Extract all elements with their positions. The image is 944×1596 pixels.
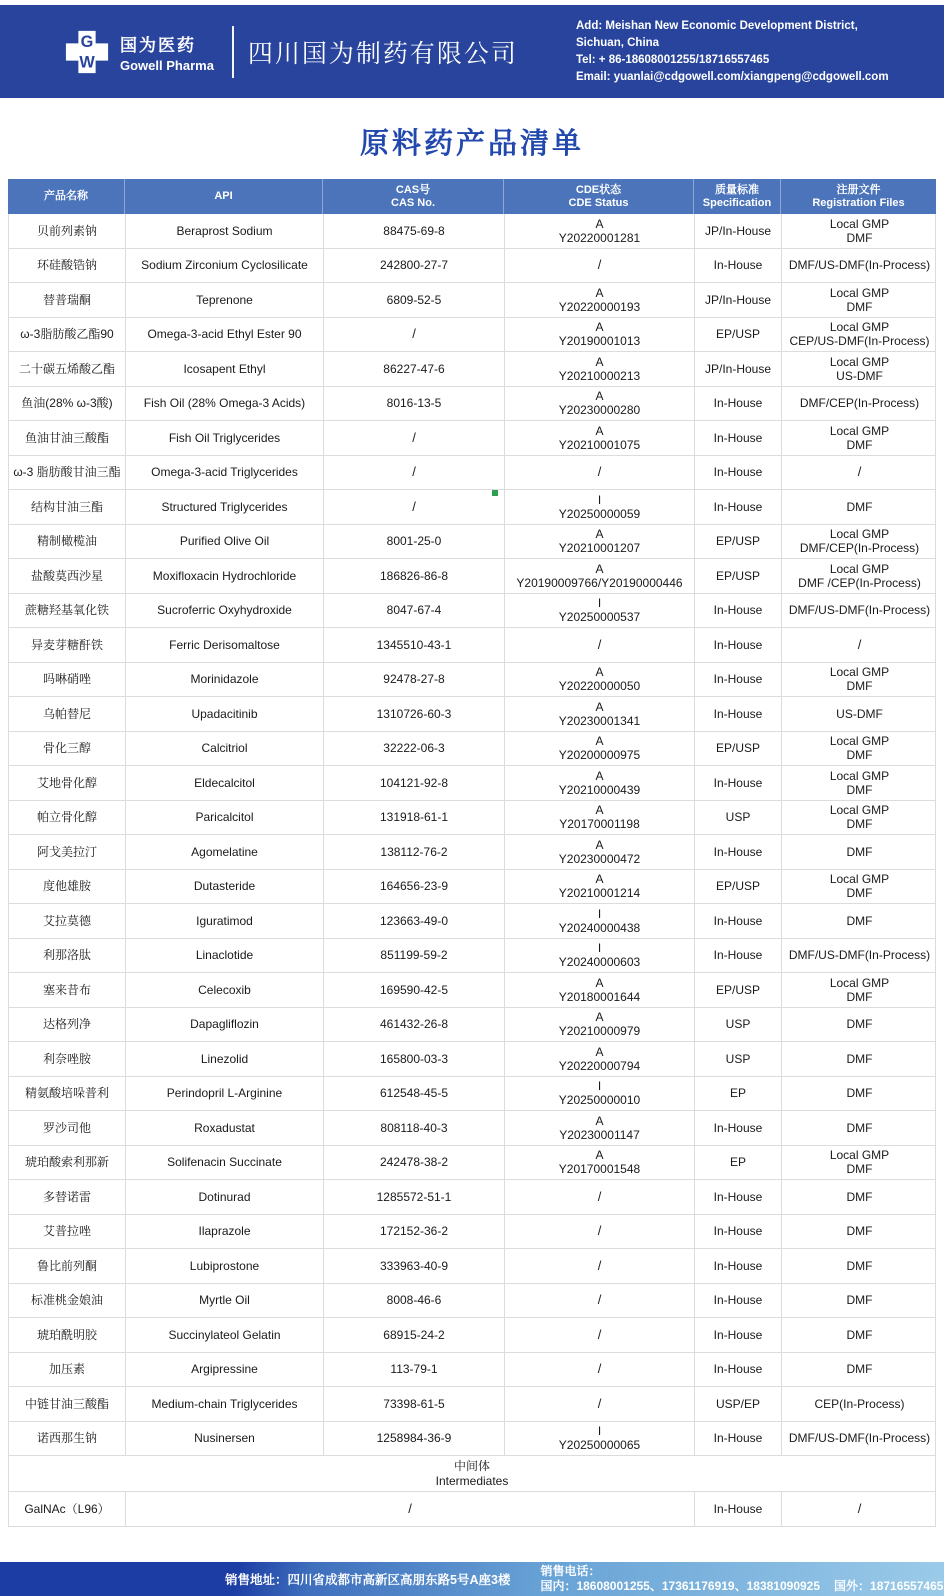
cell-specification: In-House <box>695 1284 782 1318</box>
cell-api: Structured Triglycerides <box>126 490 324 524</box>
table-row <box>9 1387 935 1422</box>
cell-product-name: 度他雄胺 <box>9 870 126 904</box>
table-row <box>9 559 935 594</box>
cell-registration-files: Local GMP DMF <box>829 1148 890 1177</box>
cell-cde-status: / <box>505 1249 695 1283</box>
table-row <box>9 214 935 249</box>
footer-phones <box>540 1564 943 1594</box>
cell-registration-files: Local GMP CEP/US-DMF(In-Process) <box>789 320 930 349</box>
cell-cas: 104121-92-8 <box>324 766 505 800</box>
cell-product-name: 鲁比前列酮 <box>9 1249 126 1283</box>
contact-block <box>576 18 906 86</box>
cell-specification: EP <box>695 1077 782 1111</box>
cell-cde-status: A Y20220001281 <box>505 214 695 248</box>
cell-specification: EP <box>695 1146 782 1180</box>
svg-text:G: G <box>80 32 94 51</box>
cell-specification: In-House <box>695 1215 782 1249</box>
cell-cas: 461432-26-8 <box>324 1008 505 1042</box>
cell-product-name: 加压素 <box>9 1353 126 1387</box>
cell-product-name: 艾地骨化醇 <box>9 766 126 800</box>
cell-cas: 242478-38-2 <box>324 1146 505 1180</box>
cell-product-name: 骨化三醇 <box>9 732 126 766</box>
gowell-logo-icon <box>64 29 110 75</box>
cell-specification: In-House <box>695 1422 782 1456</box>
cell-cde-status: A Y20230001147 <box>505 1111 695 1145</box>
cell-product-name: 多替诺雷 <box>9 1180 126 1214</box>
cell-cde-status: / <box>505 456 695 490</box>
cell-cas: 186826-86-8 <box>324 559 505 593</box>
brand-block <box>64 26 518 78</box>
cell-api: Nusinersen <box>126 1422 324 1456</box>
cell-api: Dapagliflozin <box>126 1008 324 1042</box>
cell-api: Calcitriol <box>126 732 324 766</box>
cell-registration-files: Local GMP DMF <box>829 975 890 1004</box>
cell-cas: 138112-76-2 <box>324 835 505 869</box>
cell-specification: In-House <box>695 1180 782 1214</box>
cell-cas: 1310726-60-3 <box>324 697 505 731</box>
cell-specification: In-House <box>695 1353 782 1387</box>
table-row <box>9 1492 935 1527</box>
table-row <box>9 835 935 870</box>
cell-registration-files: DMF <box>846 1258 873 1273</box>
section-intermediates: 中间体 Intermediates <box>9 1456 935 1492</box>
cell-cde-status: / <box>505 249 695 283</box>
cell-cde-status: A Y20220000193 <box>505 283 695 317</box>
cell-cde-status: A Y20210000213 <box>505 352 695 386</box>
cell-registration-files: DMF <box>846 1224 873 1239</box>
cell-api: Argipressine <box>126 1353 324 1387</box>
cell-registration-files: Local GMP DMF <box>829 803 890 832</box>
cell-api: Sucroferric Oxyhydroxide <box>126 594 324 628</box>
cell-cde-status: A Y20230000472 <box>505 835 695 869</box>
cell-cde-status: A Y20170001548 <box>505 1146 695 1180</box>
cell-cas: 131918-61-1 <box>324 801 505 835</box>
cell-product-name: 鱼油(28% ω-3酸) <box>9 387 126 421</box>
table-row <box>9 1284 935 1319</box>
table-row <box>9 352 935 387</box>
cell-registration-files: Local GMP DMF <box>829 872 890 901</box>
table-row <box>9 904 935 939</box>
cell-merged: / <box>126 1492 695 1526</box>
cell-product-name: 利奈唑胺 <box>9 1042 126 1076</box>
cell-api: Omega-3-acid Ethyl Ester 90 <box>126 318 324 352</box>
cell-api: Fish Oil (28% Omega-3 Acids) <box>126 387 324 421</box>
cell-cas: 169590-42-5 <box>324 973 505 1007</box>
cell-api: Purified Olive Oil <box>126 525 324 559</box>
cell-specification: In-House <box>695 456 782 490</box>
cell-specification: In-House <box>695 249 782 283</box>
cell-api: Lubiprostone <box>126 1249 324 1283</box>
table-row <box>9 766 935 801</box>
cell-cas: / <box>324 421 505 455</box>
cell-cas: 8016-13-5 <box>324 387 505 421</box>
column-header: CDE状态 CDE Status <box>504 179 694 214</box>
cell-product-name: 精制橄榄油 <box>9 525 126 559</box>
cell-api: Succinylateol Gelatin <box>126 1318 324 1352</box>
cell-cas: 1258984-36-9 <box>324 1422 505 1456</box>
cell-registration-files: / <box>857 1501 862 1516</box>
table-row <box>9 1249 935 1284</box>
cell-product-name: 二十碳五烯酸乙酯 <box>9 352 126 386</box>
cell-api: Perindopril L-Arginine <box>126 1077 324 1111</box>
cell-cde-status: A Y20230000280 <box>505 387 695 421</box>
cell-product-name: 阿戈美拉汀 <box>9 835 126 869</box>
table-row <box>9 594 935 629</box>
cell-specification: In-House <box>695 697 782 731</box>
column-header: 产品名称 <box>8 179 125 214</box>
table-row <box>9 1077 935 1112</box>
cell-cde-status: A Y20220000794 <box>505 1042 695 1076</box>
cell-registration-files: DMF/CEP(In-Process) <box>799 396 920 411</box>
cell-registration-files: DMF <box>846 1293 873 1308</box>
cell-registration-files: Local GMP DMF /CEP(In-Process) <box>798 561 921 590</box>
cell-cas: 1285572-51-1 <box>324 1180 505 1214</box>
cell-registration-files: CEP(In-Process) <box>814 1396 905 1411</box>
cell-product-name: 琥珀酸索利那新 <box>9 1146 126 1180</box>
cell-specification: EP/USP <box>695 318 782 352</box>
cell-registration-files: Local GMP DMF/CEP(In-Process) <box>799 527 920 556</box>
cell-specification: USP <box>695 1042 782 1076</box>
cell-product-name: 利那洛肽 <box>9 939 126 973</box>
green-marker-artifact <box>492 490 498 496</box>
cell-specification: EP/USP <box>695 559 782 593</box>
cell-api: Medium-chain Triglycerides <box>126 1387 324 1421</box>
contact-tel: Tel: + 86-18608001255/18716557465 <box>576 53 770 66</box>
cell-api: Iguratimod <box>126 904 324 938</box>
cell-product-name: 鱼油甘油三酸酯 <box>9 421 126 455</box>
table-header-row <box>8 179 936 214</box>
table-row <box>9 973 935 1008</box>
cell-api: Icosapent Ethyl <box>126 352 324 386</box>
footer-bar <box>0 1562 944 1596</box>
cell-specification: In-House <box>695 835 782 869</box>
cell-cas: 92478-27-8 <box>324 663 505 697</box>
cell-cas: 8001-25-0 <box>324 525 505 559</box>
footer-phone-domestic: 国内：18608001255、17361176919、18381090925 <box>540 1579 821 1593</box>
cell-specification: JP/In-House <box>695 283 782 317</box>
cell-api: Celecoxib <box>126 973 324 1007</box>
cell-cas: 612548-45-5 <box>324 1077 505 1111</box>
company-name-cn: 四川国为制药有限公司 <box>247 39 518 68</box>
cell-cde-status: I Y20250000010 <box>505 1077 695 1111</box>
cell-cas: 808118-40-3 <box>324 1111 505 1145</box>
cell-specification: In-House <box>695 904 782 938</box>
cell-cde-status: A Y20210001075 <box>505 421 695 455</box>
cell-api: Linaclotide <box>126 939 324 973</box>
cell-product-name: 蔗糖羟基氧化铁 <box>9 594 126 628</box>
cell-product-name: ω-3脂肪酸乙酯90 <box>9 318 126 352</box>
cell-api: Sodium Zirconium Cyclosilicate <box>126 249 324 283</box>
banner-divider <box>232 26 234 78</box>
cell-registration-files: US-DMF <box>836 706 883 721</box>
cell-cde-status: A Y20210000979 <box>505 1008 695 1042</box>
cell-product-name: 吗啉硝唑 <box>9 663 126 697</box>
cell-product-name: 罗沙司他 <box>9 1111 126 1145</box>
table-row <box>9 249 935 284</box>
cell-product-name: 帕立骨化醇 <box>9 801 126 835</box>
cell-cas: 88475-69-8 <box>324 214 505 248</box>
cell-cas: 73398-61-5 <box>324 1387 505 1421</box>
column-header: 质量标准 Specification <box>694 179 781 214</box>
cell-registration-files: Local GMP DMF <box>829 423 890 452</box>
cell-registration-files: DMF <box>846 1017 873 1032</box>
cell-api: Agomelatine <box>126 835 324 869</box>
cell-registration-files: DMF <box>846 1086 873 1101</box>
cell-cas: 1345510-43-1 <box>324 628 505 662</box>
table-row <box>9 1146 935 1181</box>
cell-api: Paricalcitol <box>126 801 324 835</box>
cell-api: Morinidazole <box>126 663 324 697</box>
cell-cas: 113-79-1 <box>324 1353 505 1387</box>
cell-specification: In-House <box>695 1249 782 1283</box>
cell-registration-files: Local GMP DMF <box>829 665 890 694</box>
cell-cde-status: A Y20220000050 <box>505 663 695 697</box>
cell-cde-status: A Y20210001207 <box>505 525 695 559</box>
cell-cde-status: / <box>505 1215 695 1249</box>
cell-specification: USP <box>695 1008 782 1042</box>
cell-specification: EP/USP <box>695 973 782 1007</box>
cell-cas: 165800-03-3 <box>324 1042 505 1076</box>
contact-address: Add: Meishan New Economic Development District, Sichuan, China <box>576 19 858 49</box>
cell-cas: / <box>324 490 505 524</box>
cell-cde-status: A Y20210000439 <box>505 766 695 800</box>
cell-cde-status: I Y20250000065 <box>505 1422 695 1456</box>
cell-product-name: 塞来昔布 <box>9 973 126 1007</box>
cell-registration-files: DMF <box>846 1362 873 1377</box>
cell-cas: 8047-67-4 <box>324 594 505 628</box>
table-row <box>9 490 935 525</box>
table-row <box>9 870 935 905</box>
cell-product-name: 诺西那生钠 <box>9 1422 126 1456</box>
cell-registration-files: DMF <box>846 1189 873 1204</box>
cell-specification: In-House <box>695 490 782 524</box>
cell-cas: 123663-49-0 <box>324 904 505 938</box>
cell-specification: In-House <box>695 421 782 455</box>
table-row <box>9 801 935 836</box>
cell-api: Roxadustat <box>126 1111 324 1145</box>
cell-api: Upadacitinib <box>126 697 324 731</box>
cell-api: Dotinurad <box>126 1180 324 1214</box>
cell-cas: 242800-27-7 <box>324 249 505 283</box>
cell-specification: In-House <box>695 1111 782 1145</box>
cell-registration-files: DMF <box>846 844 873 859</box>
cell-cde-status: A Y20200000975 <box>505 732 695 766</box>
cell-specification: In-House <box>695 663 782 697</box>
cell-cas: / <box>324 456 505 490</box>
cell-product-name: 达格列净 <box>9 1008 126 1042</box>
cell-cde-status: / <box>505 1284 695 1318</box>
table-body <box>8 214 936 1527</box>
cell-cde-status: I Y20250000537 <box>505 594 695 628</box>
cell-api: Dutasteride <box>126 870 324 904</box>
table-row <box>9 1353 935 1388</box>
cell-product-name: 标准桃金娘油 <box>9 1284 126 1318</box>
cell-registration-files: Local GMP DMF <box>829 734 890 763</box>
cell-product-name: 精氨酸培哚普利 <box>9 1077 126 1111</box>
table-row <box>9 1422 935 1457</box>
cell-registration-files: Local GMP DMF <box>829 768 890 797</box>
cell-cde-status: I Y20240000603 <box>505 939 695 973</box>
cell-api: Eldecalcitol <box>126 766 324 800</box>
cell-product-name: 异麦芽糖酐铁 <box>9 628 126 662</box>
cell-cas: 6809-52-5 <box>324 283 505 317</box>
cell-product-name: 乌帕替尼 <box>9 697 126 731</box>
cell-cas: 8008-46-6 <box>324 1284 505 1318</box>
cell-specification: JP/In-House <box>695 352 782 386</box>
cell-specification: JP/In-House <box>695 214 782 248</box>
cell-cas: 851199-59-2 <box>324 939 505 973</box>
table-row <box>9 697 935 732</box>
cell-specification: In-House <box>695 1492 782 1526</box>
cell-registration-files: / <box>857 636 862 652</box>
page-title: 原料药产品清单 <box>359 128 584 160</box>
footer-address: 销售地址：四川省成都市高新区高朋东路5号A座3楼 <box>225 1573 511 1587</box>
brand-name-en: Gowell Pharma <box>120 57 214 73</box>
cell-registration-files: DMF <box>846 499 873 514</box>
cell-cas: 172152-36-2 <box>324 1215 505 1249</box>
cell-cde-status: I Y20250000059 <box>505 490 695 524</box>
cell-cde-status: / <box>505 1180 695 1214</box>
brand-name-cn: 国为医药 <box>120 35 196 55</box>
cell-product-name: 盐酸莫西沙星 <box>9 559 126 593</box>
cell-registration-files: DMF <box>846 913 873 928</box>
table-row <box>9 1180 935 1215</box>
cell-product-name: ω-3 脂肪酸甘油三酯 <box>9 456 126 490</box>
top-banner <box>0 5 944 98</box>
cell-product-name: GalNAc（L96） <box>9 1492 126 1526</box>
cell-registration-files: Local GMP DMF <box>829 216 890 245</box>
cell-product-name: 结构甘油三酯 <box>9 490 126 524</box>
column-header: 注册文件 Registration Files <box>812 183 905 209</box>
table-row <box>9 663 935 698</box>
cell-cas: 333963-40-9 <box>324 1249 505 1283</box>
cell-specification: EP/USP <box>695 732 782 766</box>
cell-cde-status: A Y20190001013 <box>505 318 695 352</box>
cell-cas: 86227-47-6 <box>324 352 505 386</box>
cell-registration-files: DMF/US-DMF(In-Process) <box>788 258 931 273</box>
cell-cde-status: / <box>505 1387 695 1421</box>
cell-cde-status: / <box>505 1353 695 1387</box>
cell-cas: 32222-06-3 <box>324 732 505 766</box>
cell-registration-files: DMF/US-DMF(In-Process) <box>788 948 931 963</box>
cell-product-name: 替普瑞酮 <box>9 283 126 317</box>
table-row <box>9 456 935 491</box>
cell-cde-status: A Y20230001341 <box>505 697 695 731</box>
cell-registration-files: DMF/US-DMF(In-Process) <box>788 603 931 618</box>
cell-specification: In-House <box>695 1318 782 1352</box>
column-header: API <box>125 179 323 214</box>
product-table <box>8 179 936 1527</box>
column-header: CAS号 CAS No. <box>323 179 504 214</box>
cell-registration-files: DMF <box>846 1051 873 1066</box>
cell-api: Solifenacin Succinate <box>126 1146 324 1180</box>
cell-specification: In-House <box>695 766 782 800</box>
table-row <box>9 1111 935 1146</box>
cell-api: Ilaprazole <box>126 1215 324 1249</box>
cell-api: Moxifloxacin Hydrochloride <box>126 559 324 593</box>
table-row <box>9 1042 935 1077</box>
cell-registration-files: Local GMP US-DMF <box>829 354 890 383</box>
svg-text:W: W <box>79 52 95 71</box>
cell-product-name: 艾普拉唑 <box>9 1215 126 1249</box>
cell-api: Teprenone <box>126 283 324 317</box>
cell-cas: 68915-24-2 <box>324 1318 505 1352</box>
table-row <box>9 1318 935 1353</box>
table-row <box>9 939 935 974</box>
cell-product-name: 中链甘油三酸酯 <box>9 1387 126 1421</box>
cell-specification: EP/USP <box>695 870 782 904</box>
table-row <box>9 387 935 422</box>
cell-api: Ferric Derisomaltose <box>126 628 324 662</box>
cell-api: Myrtle Oil <box>126 1284 324 1318</box>
cell-product-name: 贝前列素钠 <box>9 214 126 248</box>
cell-cde-status: / <box>505 1318 695 1352</box>
cell-specification: In-House <box>695 594 782 628</box>
cell-cde-status: A Y20170001198 <box>505 801 695 835</box>
footer-phone-label: 销售电话： <box>540 1564 601 1578</box>
cell-specification: EP/USP <box>695 525 782 559</box>
cell-registration-files: / <box>857 464 862 480</box>
cell-product-name: 艾拉莫德 <box>9 904 126 938</box>
cell-specification: In-House <box>695 939 782 973</box>
cell-specification: USP/EP <box>695 1387 782 1421</box>
cell-specification: In-House <box>695 628 782 662</box>
table-row <box>9 421 935 456</box>
cell-product-name: 琥珀酰明胶 <box>9 1318 126 1352</box>
cell-cas: 164656-23-9 <box>324 870 505 904</box>
cell-cas: / <box>324 318 505 352</box>
cell-cde-status: A Y20190009766/Y20190000446 <box>505 559 695 593</box>
cell-specification: In-House <box>695 387 782 421</box>
table-row <box>9 732 935 767</box>
cell-product-name: 环硅酸锆钠 <box>9 249 126 283</box>
table-row <box>9 283 935 318</box>
cell-api: Linezolid <box>126 1042 324 1076</box>
cell-registration-files: DMF/US-DMF(In-Process) <box>788 1431 931 1446</box>
cell-specification: USP <box>695 801 782 835</box>
table-row <box>9 318 935 353</box>
table-row <box>9 1008 935 1043</box>
cell-registration-files: DMF <box>846 1327 873 1342</box>
brand-name <box>120 31 214 73</box>
cell-cde-status: / <box>505 628 695 662</box>
cell-cde-status: I Y20240000438 <box>505 904 695 938</box>
cell-api: Omega-3-acid Triglycerides <box>126 456 324 490</box>
cell-cde-status: A Y20180001644 <box>505 973 695 1007</box>
footer-phone-intl: 国外：18716557465 <box>834 1579 944 1593</box>
table-row <box>9 525 935 560</box>
cell-registration-files: DMF <box>846 1120 873 1135</box>
contact-email: Email: yuanlai@cdgowell.com/xiangpeng@cdgowell.com <box>576 70 889 83</box>
cell-api: Beraprost Sodium <box>126 214 324 248</box>
table-row <box>9 1215 935 1250</box>
cell-cde-status: A Y20210001214 <box>505 870 695 904</box>
cell-api: Fish Oil Triglycerides <box>126 421 324 455</box>
table-row <box>9 628 935 663</box>
cell-registration-files: Local GMP DMF <box>829 285 890 314</box>
